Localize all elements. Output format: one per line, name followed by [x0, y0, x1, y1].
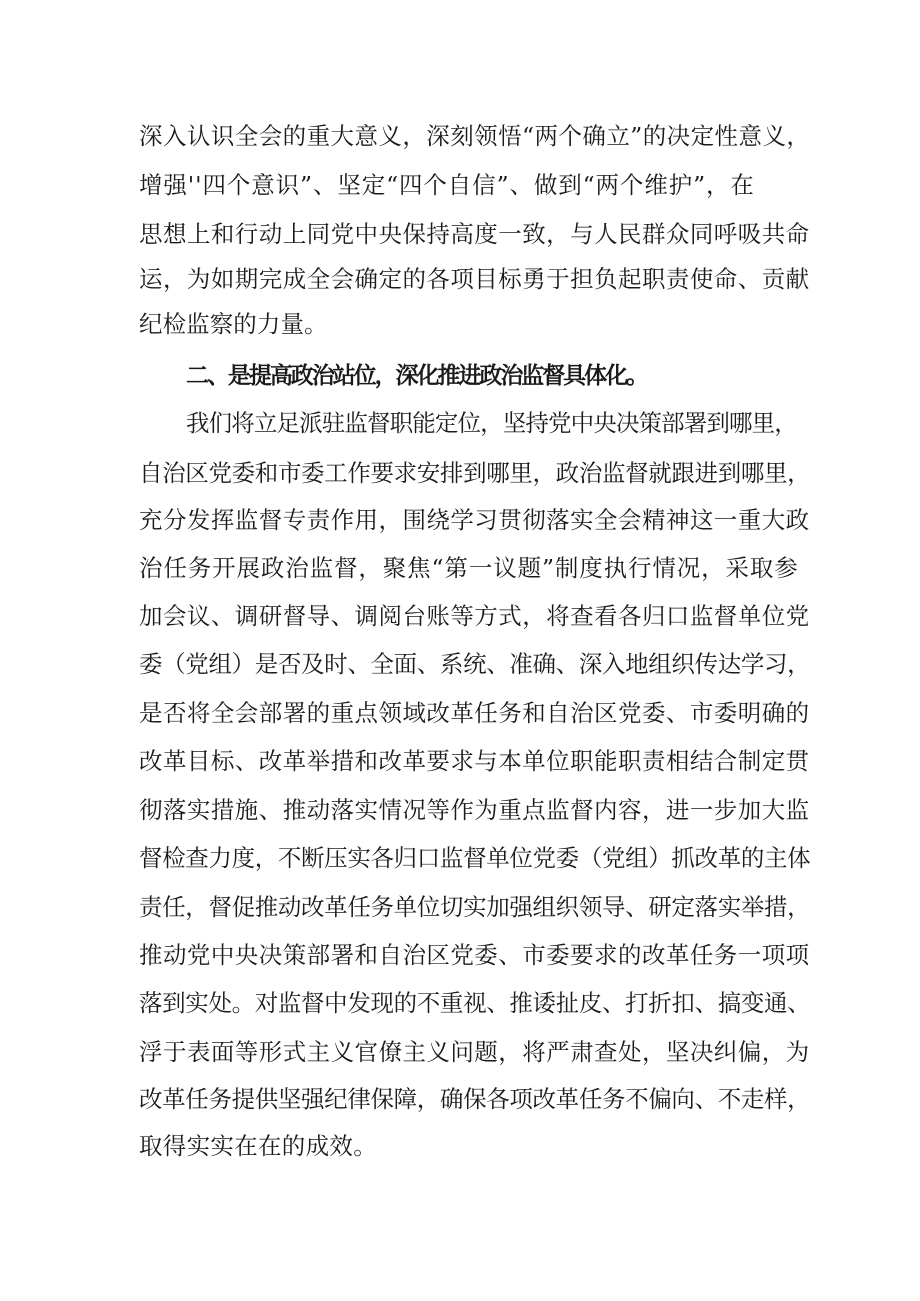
paragraph-line: 取得实实在在的成效。	[139, 1132, 377, 1160]
paragraph-line: 改革目标、改革举措和改革要求与本单位职能职责相结合制定贯	[139, 747, 810, 775]
paragraph-line: 纪检监察的力量。	[139, 310, 328, 338]
paragraph-line: 彻落实措施、推动落实情况等作为重点监督内容，进一步加大监	[139, 796, 810, 824]
paragraph-line: 督检查力度，不断压实各归口监督单位党委（党组）抓改革的主体	[139, 844, 811, 872]
paragraph-line: 深入认识全会的重大意义，深刻领悟“两个确立”的决定性意义，	[139, 122, 811, 150]
paragraph-line: 我们将立足派驻监督职能定位，坚持党中央决策部署到哪里，	[186, 409, 797, 437]
paragraph-line: 责任，督促推动改革任务单位切实加强组织领导、研定落实举措，	[139, 893, 811, 921]
paragraph-line: 改革任务提供坚强纪律保障，确保各项改革任务不偏向、不走样，	[139, 1085, 811, 1113]
paragraph-line: 思想上和行动上同党中央保持高度一致，与人民群众同呼吸共命	[139, 220, 810, 248]
paragraph-line: 治任务开展政治监督，聚焦“第一议题”制度执行情况，采取参	[139, 554, 799, 582]
paragraph-line: 充分发挥监督专责作用，围绕学习贯彻落实全会精神这一重大政	[139, 506, 810, 534]
section-heading: 二、是提高政治站位，深化推进政治监督具体化。	[186, 363, 648, 389]
paragraph-line: 加会议、调研督导、调阅台账等方式，将查看各归口监督单位党	[139, 602, 810, 630]
paragraph-line: 增强''四个意识”、坚定“四个自信”、做到“两个维护”，在	[139, 171, 755, 199]
paragraph-line: 推动党中央决策部署和自治区党委、市委要求的改革任务一项项	[139, 941, 810, 969]
paragraph-line: 委（党组）是否及时、全面、系统、准确、深入地组织传达学习，	[139, 650, 811, 678]
paragraph-line: 是否将全会部署的重点领域改革任务和自治区党委、市委明确的	[139, 699, 810, 727]
paragraph-line: 自治区党委和市委工作要求安排到哪里，政治监督就跟进到哪里，	[139, 459, 811, 487]
paragraph-line: 落到实处。对监督中发现的不重视、推诿扯皮、打折扣、搞变通、	[139, 989, 811, 1017]
paragraph-line: 运，为如期完成全会确定的各项目标勇于担负起职责使命、贡献	[139, 265, 810, 293]
paragraph-line: 浮于表面等形式主义官僚主义问题，将严肃查处，坚决纠偏，为	[139, 1038, 810, 1066]
